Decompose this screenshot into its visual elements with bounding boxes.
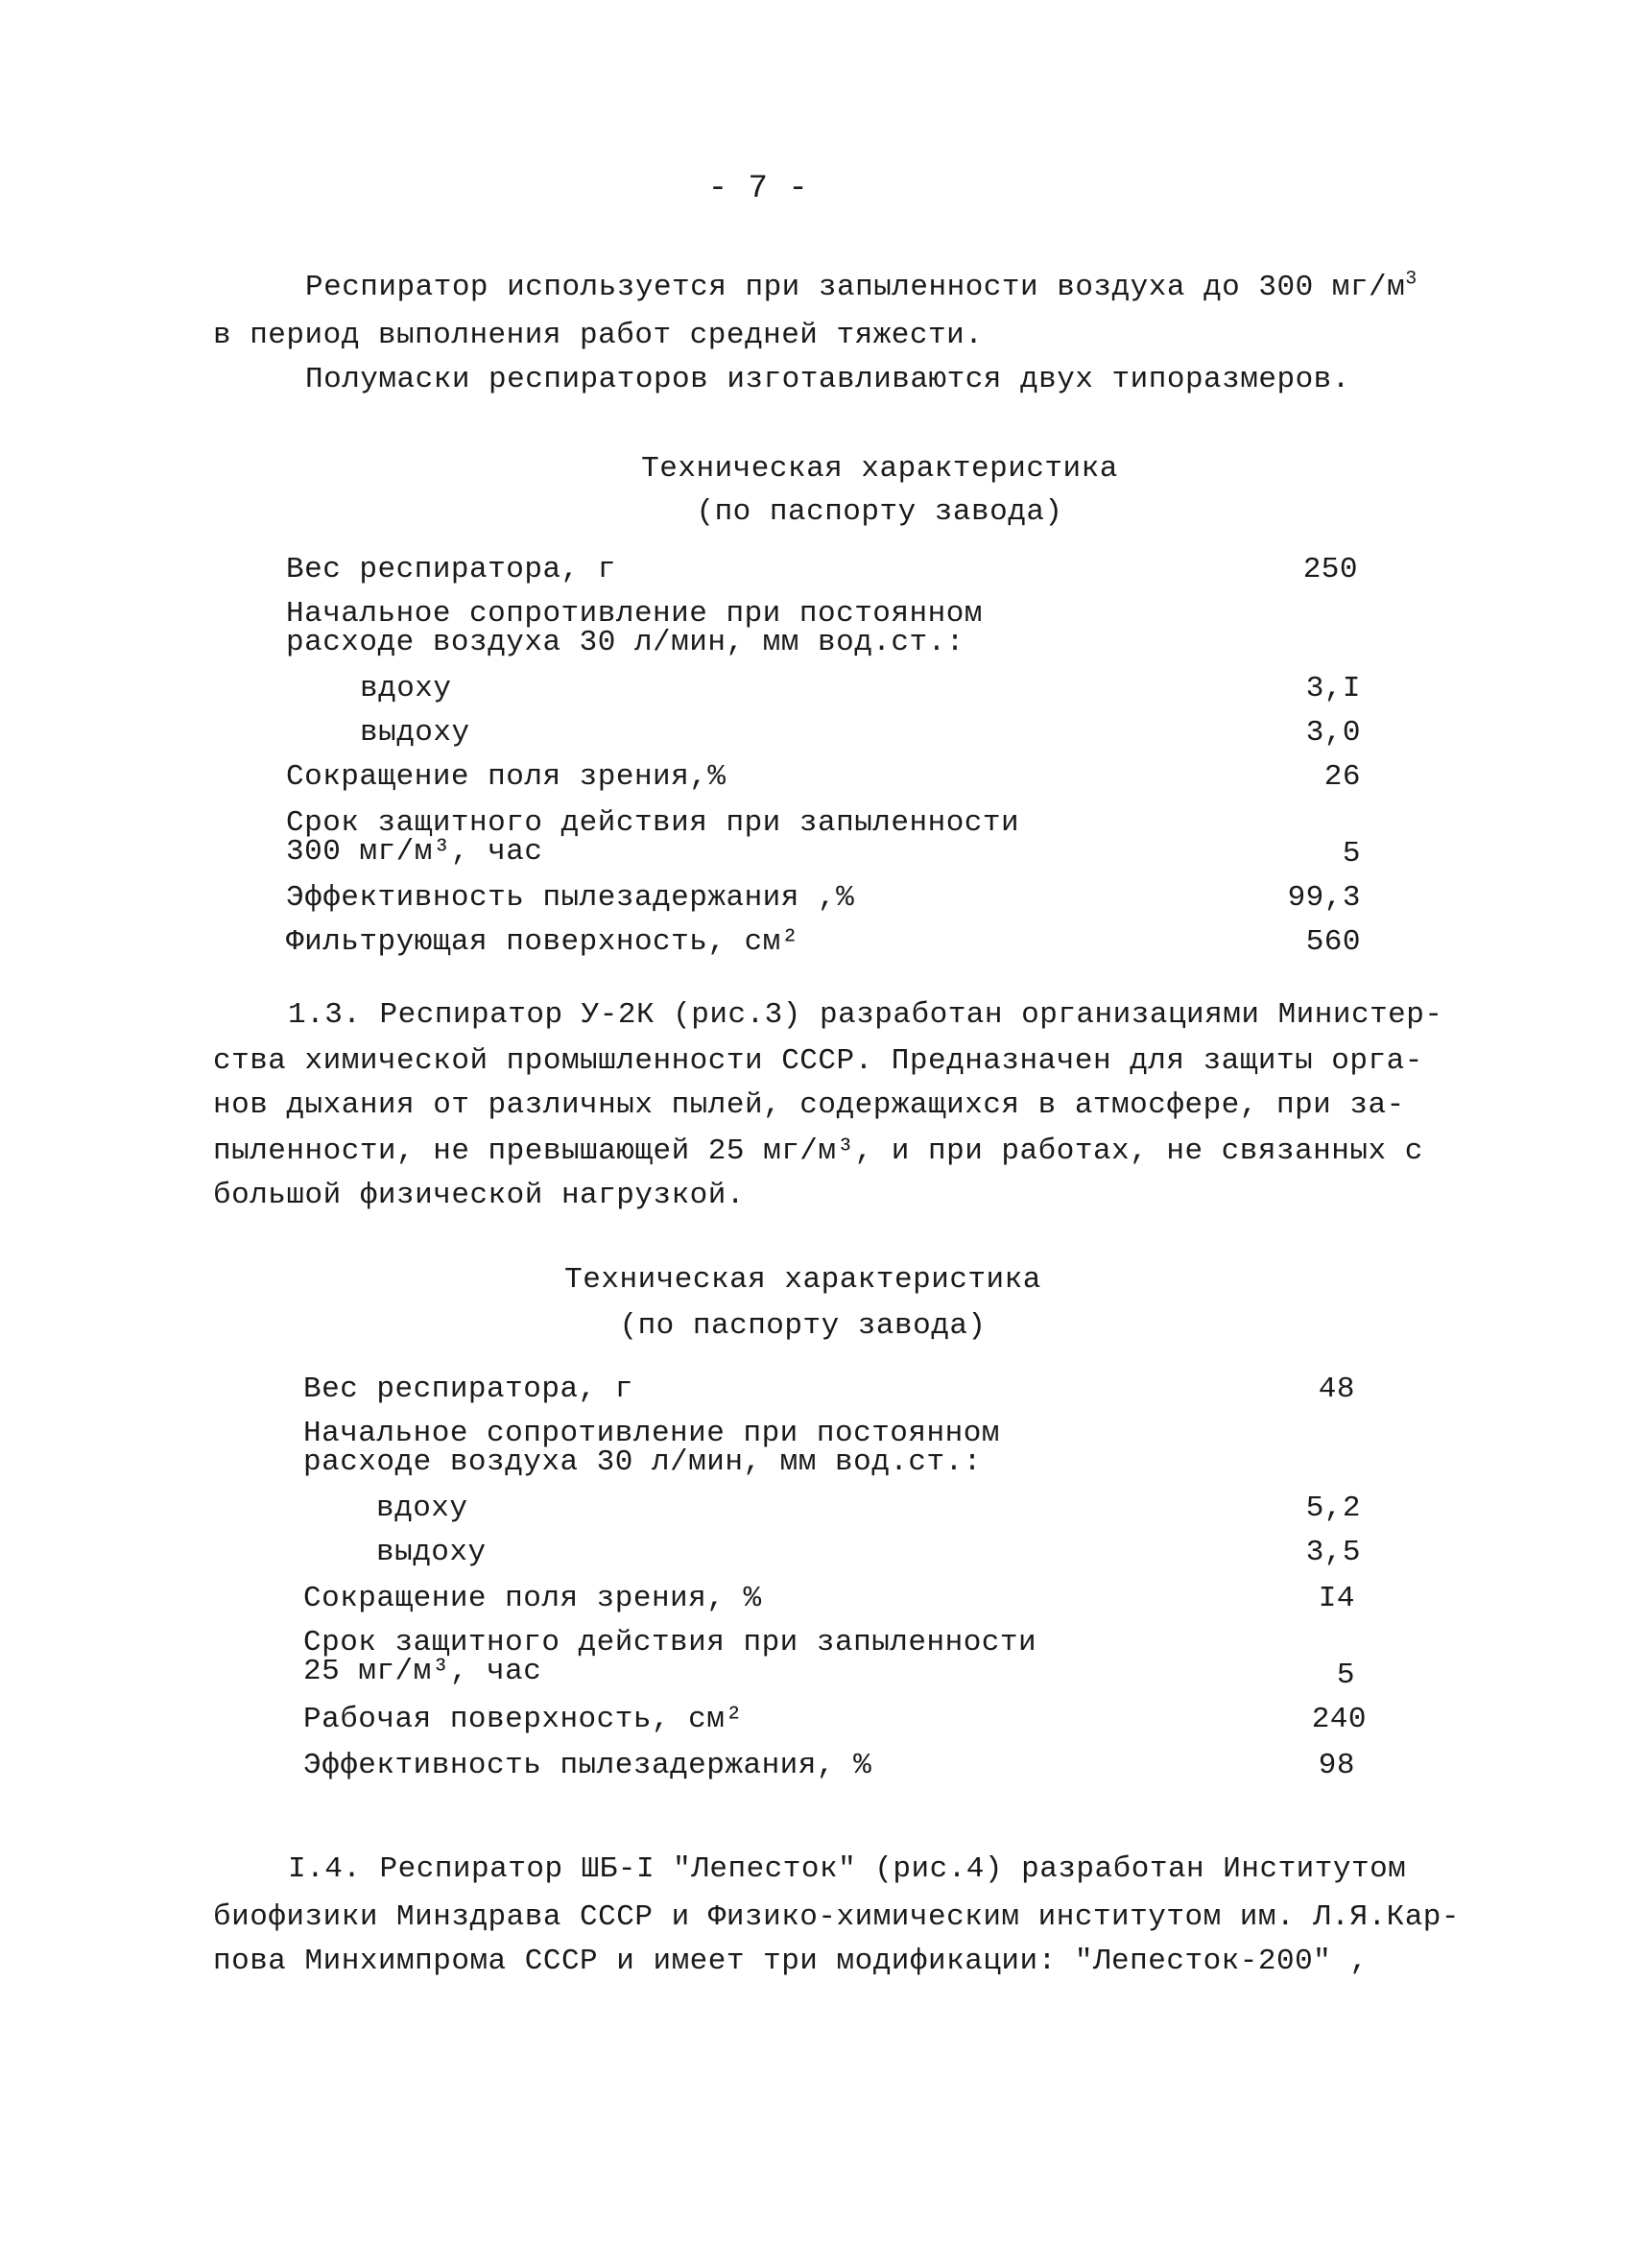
page-number: - 7 - (707, 171, 809, 207)
spec1-row-label: вдоху (360, 672, 452, 705)
section14-line-1: I.4. Респиратор ШБ-I "Лепесток" (рис.4) разработан Институтом (288, 1852, 1407, 1886)
section13-line-5: большой физической нагрузкой. (213, 1179, 745, 1212)
spec2-row-label: 25 мг/м³, час (303, 1655, 542, 1688)
section14-line-3: пова Минхимпрома СССР и имеет три модификации: "Лепесток-200" , (213, 1945, 1369, 1978)
spec1-row-value: 5 (1342, 837, 1361, 871)
spec1-row-value: 3,0 (1305, 716, 1361, 750)
section13-line-1: 1.3. Респиратор У-2К (рис.3) разработан организациями Министер- (288, 998, 1443, 1032)
spec2-row-label: Вес респиратора, г (303, 1373, 633, 1406)
spec1-row-value: 250 (1302, 553, 1358, 586)
section13-line-4: пыленности, не превышающей 25 мг/м³, и при работах, не связанных с (213, 1134, 1423, 1168)
spec1-row-label: расходе воздуха 30 л/мин, мм вод.ст.: (286, 626, 965, 659)
spec1-row-value: 560 (1305, 925, 1361, 959)
spec1-title: Техническая характеристика (641, 452, 1118, 486)
spec1-row-label: Фильтрующая поверхность, см² (286, 925, 799, 959)
intro-line-1: Респиратор используется при запыленности воздуха до 300 $мг/м^3$ (305, 268, 1418, 304)
spec2-row-label: Начальное сопротивление при постоянном (303, 1417, 1000, 1450)
intro-line-2: в период выполнения работ средней тяжести. (213, 319, 984, 352)
spec2-row-value: 98 (1318, 1749, 1355, 1782)
spec1-row-label: Вес респиратора, г (286, 553, 616, 586)
spec2-row-value: 3,5 (1305, 1536, 1361, 1569)
spec2-row-value: I4 (1318, 1582, 1355, 1615)
spec2-row-label: Рабочая поверхность, см² (303, 1703, 744, 1736)
spec2-row-label: Сокращение поля зрения, % (303, 1582, 762, 1615)
spec2-row-label: расходе воздуха 30 л/мин, мм вод.ст.: (303, 1445, 982, 1479)
spec2-row-label: Срок защитного действия при запыленности (303, 1626, 1037, 1659)
spec1-subtitle: (по паспорту завода) (696, 495, 1063, 529)
spec1-row-label: Эффективность пылезадержания ,% (286, 881, 855, 915)
spec2-row-value: 5 (1336, 1659, 1355, 1692)
spec2-title: Техническая характеристика (564, 1263, 1041, 1297)
section14-line-2: биофизики Минздрава СССР и Физико-химическим институтом им. Л.Я.Кар- (213, 1900, 1461, 1934)
spec1-row-label: Начальное сопротивление при постоянном (286, 597, 983, 631)
spec2-row-label: Эффективность пылезадержания, % (303, 1749, 872, 1782)
spec2-row-label: вдоху (376, 1492, 468, 1525)
spec1-row-value: 26 (1323, 760, 1361, 794)
spec2-row-value: 240 (1311, 1703, 1367, 1736)
spec1-row-value: 3,I (1305, 672, 1361, 705)
spec2-subtitle: (по паспорту завода) (619, 1309, 987, 1343)
spec1-row-value: 99,3 (1287, 881, 1361, 915)
section13-line-3: нов дыхания от различных пылей, содержащихся в атмосфере, при за- (213, 1088, 1405, 1122)
spec1-row-label: 300 мг/м³, час (286, 835, 543, 869)
spec2-row-label: выдоху (376, 1536, 487, 1569)
intro-line-3: Полумаски респираторов изготавливаются двух типоразмеров. (305, 363, 1350, 396)
section13-line-2: ства химической промышленности СССР. Предназначен для защиты орга- (213, 1044, 1423, 1078)
spec2-row-value: 48 (1318, 1373, 1355, 1406)
spec1-row-label: выдоху (360, 716, 470, 750)
spec1-row-label: Сокращение поля зрения,% (286, 760, 727, 794)
spec2-row-value: 5,2 (1305, 1492, 1361, 1525)
spec1-row-label: Срок защитного действия при запыленности (286, 806, 1020, 840)
